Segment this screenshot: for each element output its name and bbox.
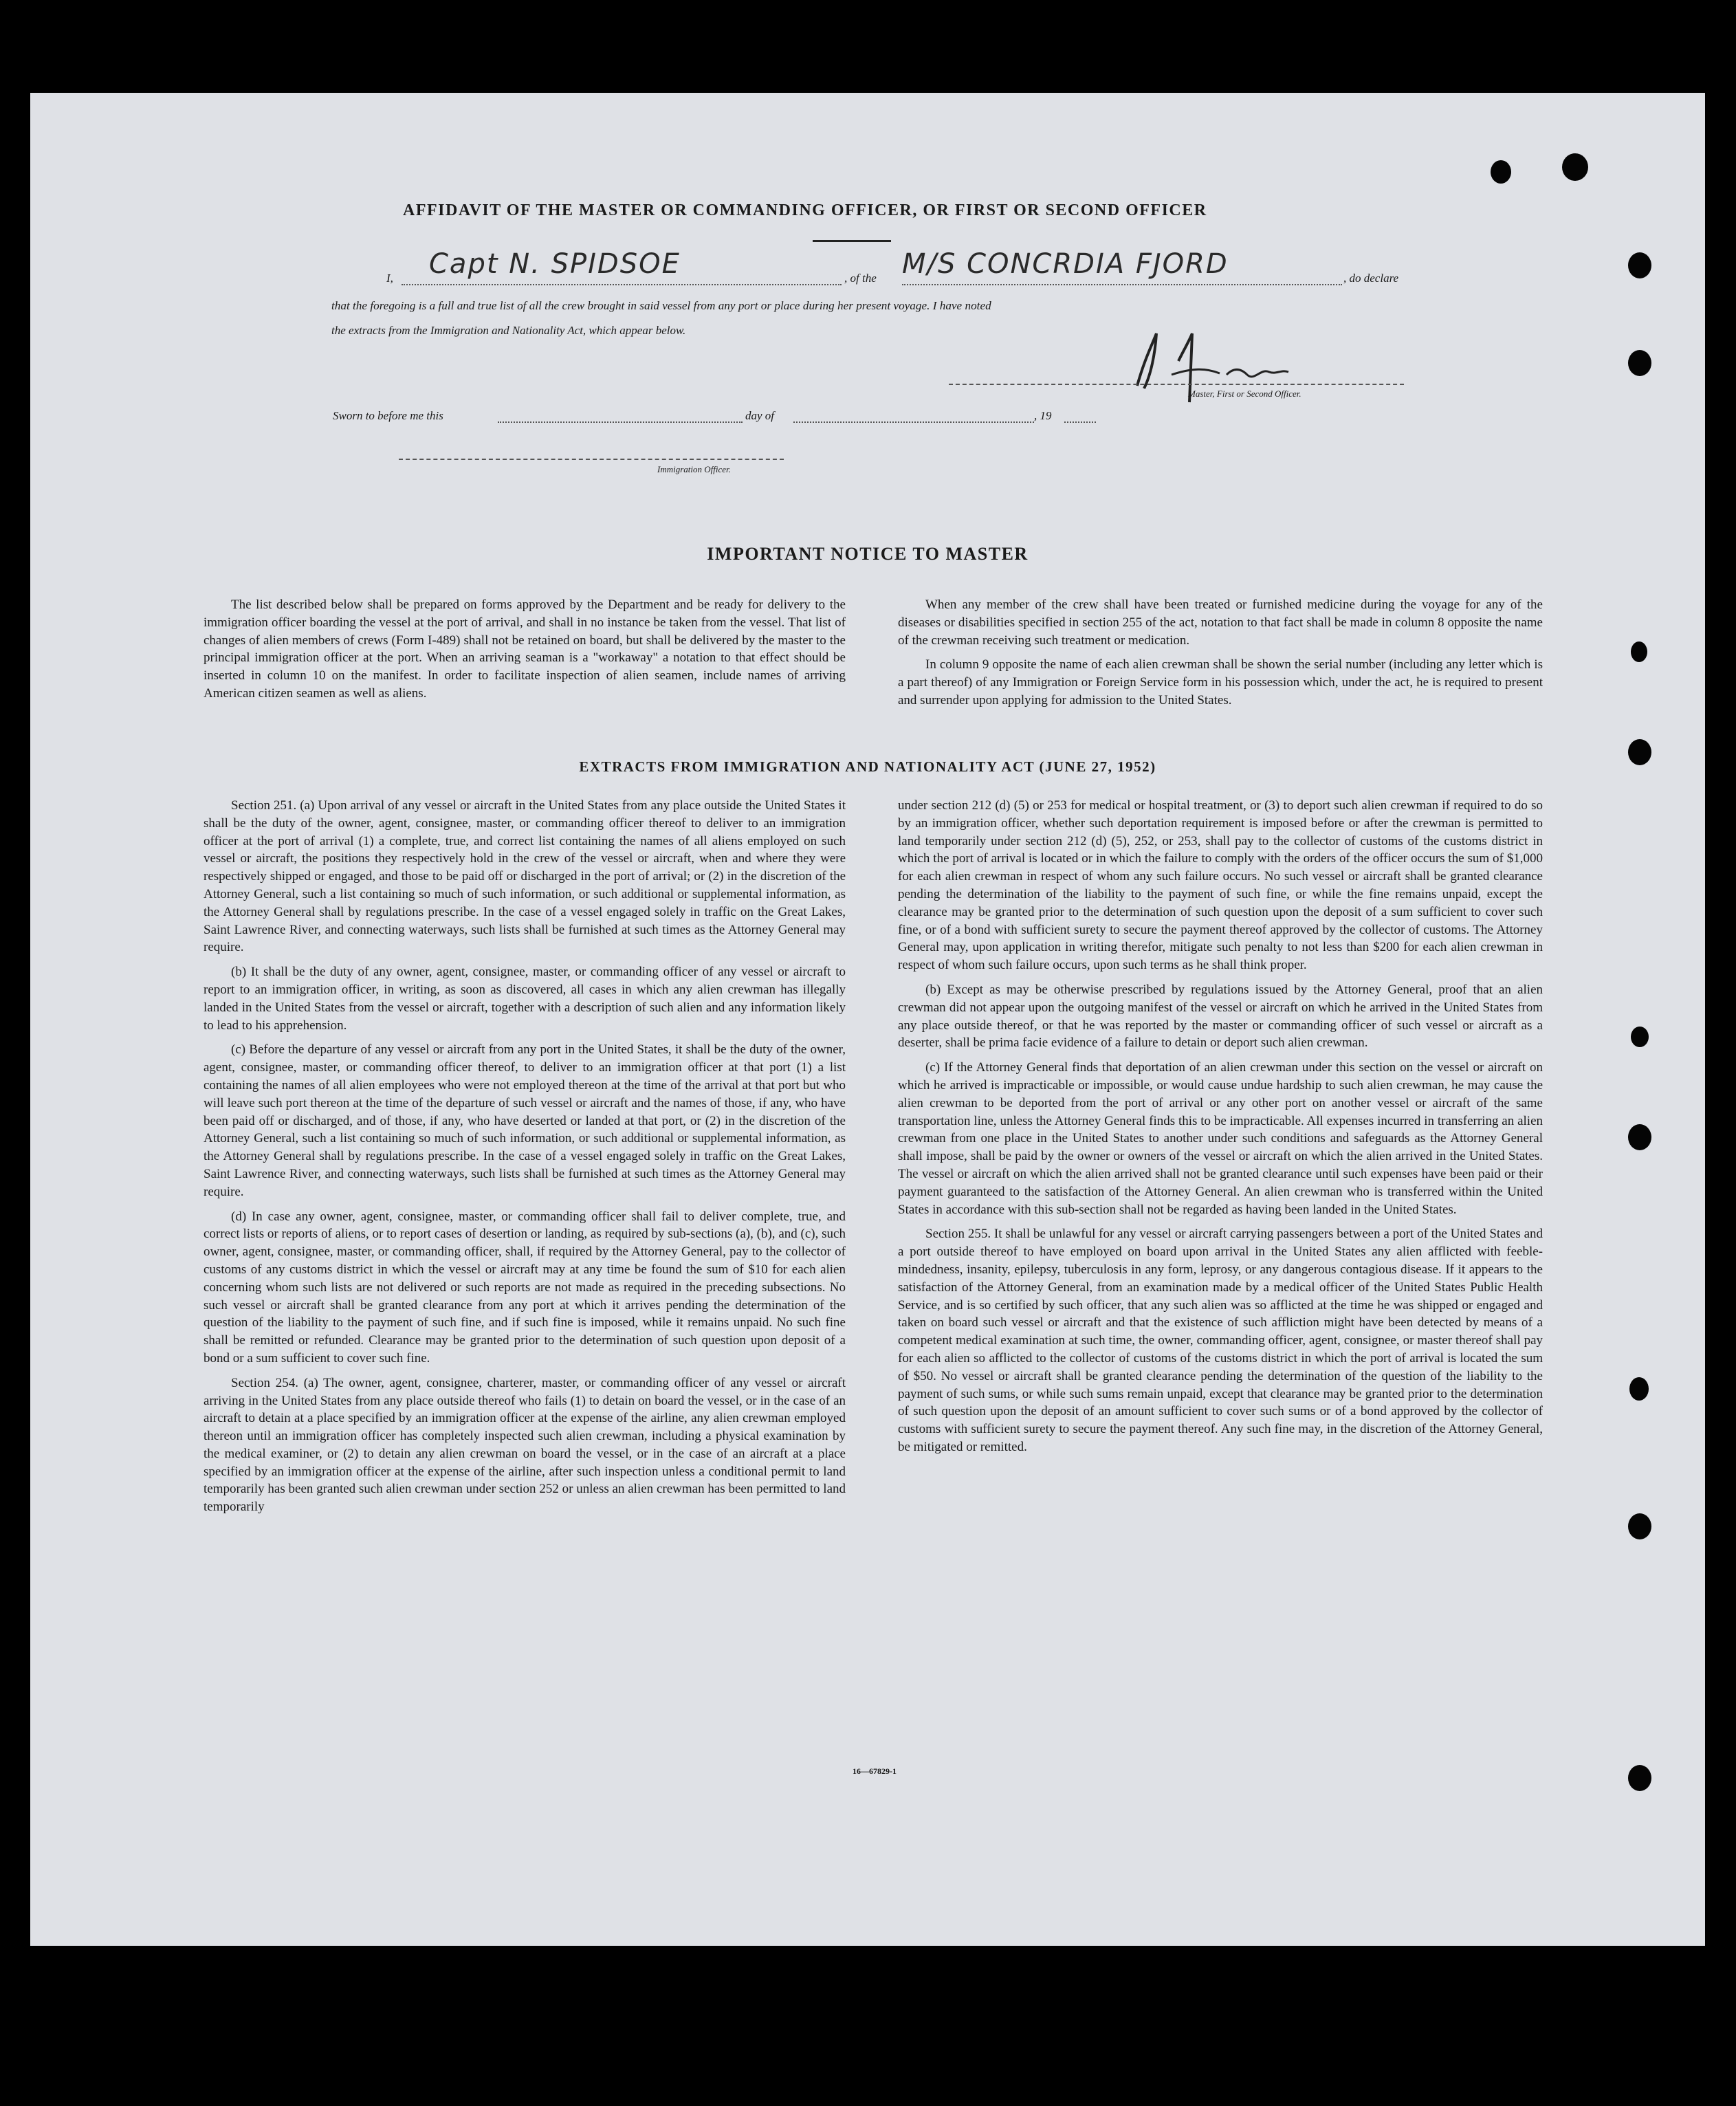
punch-hole bbox=[1631, 1027, 1649, 1047]
notice-right-paragraph-2: In column 9 opposite the name of each alien crewman shall be shown the serial number (including any letter which is a part thereof) of any Immigration or Foreign Service form in his possession which, under the act, he is required to present and surrender upon applying for admission to the United States. bbox=[898, 657, 1543, 708]
affidavit-of-the: , of the bbox=[844, 272, 877, 285]
notice-right-paragraph-1: When any member of the crew shall have been treated or furnished medicine during the voyage for any of the diseases or disabilities specified in section 255 of the act, notation to that fact shall be made in column 8 opposite the name of the crewman receiving such treatment or medication. bbox=[898, 597, 1543, 648]
immigration-officer-line bbox=[399, 459, 784, 460]
day-of-label: day of bbox=[745, 409, 775, 422]
sworn-label: Sworn to before me this bbox=[333, 409, 443, 422]
punch-hole bbox=[1628, 252, 1651, 278]
year-line bbox=[1064, 421, 1096, 423]
section-254-a: Section 254. (a) The owner, agent, consignee, charterer, master, or commanding officer of any vessel or aircraft arriving in the United States from any place outside thereof who fails (1) to detain on board the vessel, or in the case of an aircraft to detain at a place specified by an immigration officer at the expense of the airline, any alien crewman employed thereon until an immigration officer has completely inspected such alien crewman, including a physical examination by the medical examiner, or (2) to detain any alien crewman on board the vessel, or in the case of an aircraft at a place specified by an immigration officer at the expense of the airline, after such inspection unless a conditional permit to land temporarily has been granted such alien crewman under section 252 or unless an alien crewman has been permitted to land temporarily bbox=[204, 1375, 846, 1515]
sworn-date-line bbox=[498, 421, 743, 423]
punch-hole bbox=[1629, 1377, 1649, 1401]
affidavit-do-declare: , do declare bbox=[1343, 272, 1399, 285]
declaration-line-2: the extracts from the Immigration and Nationality Act, which appear below. bbox=[331, 324, 686, 337]
affidavit-title: AFFIDAVIT OF THE MASTER OR COMMANDING OFFICER, OR FIRST OR SECOND OFFICER bbox=[403, 201, 1207, 219]
signature-caption: Master, First or Second Officer. bbox=[1188, 388, 1301, 399]
punch-hole bbox=[1628, 350, 1651, 376]
affidavit-i: I, bbox=[386, 272, 393, 285]
pen-stroke bbox=[813, 240, 891, 242]
notice-title: IMPORTANT NOTICE TO MASTER bbox=[707, 544, 1029, 564]
notice-left-column bbox=[204, 596, 846, 710]
section-254-b: (b) Except as may be otherwise prescribed by regulations issued by the Attorney General, proof that an alien crewman did not appear upon the outgoing manifest of the vessel or aircraft on which he arrived in the United States from any place outside thereof, or that he was reported by the master or commanding officer of such vessel or aircraft as a deserter, shall be prima facie evidence of a failure to detain or deport such alien crewman. bbox=[898, 982, 1543, 1051]
notice-left-paragraph: The list described below shall be prepared on forms approved by the Department and be ready for delivery to the immigration officer boarding the vessel at the port of arrival, and shall in no instance be taken from the vessel. That list of changes of alien members of crews (Form I-489) shall not be retained on board, but shall be delivered by the master to the principal immigration officer at the port. When an arriving seaman is a "workaway" a notation to that effect should be inserted in column 10 on the manifest. In order to facilitate inspection of alien seamen, include names of arriving American citizen seamen as well as aliens. bbox=[204, 597, 846, 701]
extracts-right-column bbox=[898, 797, 1543, 1463]
name-line bbox=[402, 284, 842, 285]
declaration-line-1: that the foregoing is a full and true list of all the crew brought in said vessel from any port or place during her present voyage. I have noted bbox=[331, 299, 991, 312]
punch-hole bbox=[1628, 1124, 1651, 1150]
section-251-a: Section 251. (a) Upon arrival of any vessel or aircraft in the United States from any place outside the United States it shall be the duty of the owner, agent, consignee, master, or commanding officer thereof to deliver to an immigration officer at the port of arrival (1) a complete, true, and correct list containing the names of all aliens employed on such vessel or aircraft, the positions they respectively hold in the crew of the vessel or aircraft, when and where they were respectively shipped or engaged, and those to be paid off or discharged in the port of arrival; or (2) in the discretion of the Attorney General, such a list containing so much of such information, or such additional or supplemental information, as the Attorney General shall by regulations prescribe. In the case of a vessel engaged solely in traffic on the Great Lakes, Saint Lawrence River, and connecting waterways, such lists shall be furnished at such times as the Attorney General may require. bbox=[204, 798, 846, 955]
extracts-left-column bbox=[204, 797, 846, 1523]
master-signature bbox=[1123, 320, 1330, 416]
punch-hole bbox=[1628, 1513, 1651, 1539]
month-line bbox=[793, 421, 1034, 423]
section-251-b: (b) It shall be the duty of any owner, agent, consignee, master, or commanding officer of any vessel or aircraft to report to an immigration officer, in writing, as soon as discovered, all cases in which any alien crewman has illegally landed in the United States from the vessel or aircraft, together with a description of such alien and any information likely to lead to his apprehension. bbox=[204, 965, 846, 1033]
signature-line bbox=[949, 384, 1404, 385]
section-254-a-continued: under section 212 (d) (5) or 253 for medical or hospital treatment, or (3) to deport such alien crewman if required to do so by an immigration officer, whether such deportation requirement is imposed before or after the crewman is permitted to land temporarily under section 212 (d) (5), 252, or 253, shall pay to the collector of customs of the customs district in which the port of arrival is located or in which the failure to comply with the orders of the officer occurs the sum of $1,000 for each alien crewman in respect of whom any such failure occurs. No such vessel or aircraft shall be granted clearance pending the determination of the liability to the payment of such fine, or while the fine remains unpaid, except the clearance may be granted prior to the determination of such question upon the deposit of a sum sufficient to cover such fine, or of a bond with sufficient surety to secure the payment thereof approved by the collector of customs. The Attorney General may, upon application in writing therefor, mitigate such penalty to not less than $200 for each alien crewman in respect of whom such failure occurs, upon such terms as he shall think proper. bbox=[898, 798, 1543, 973]
section-251-c: (c) Before the departure of any vessel or aircraft from any port in the United States, it shall be the duty of the owner, agent, consignee, master, or commanding officer thereof, to deliver to an immigration officer at that port (1) a list containing the names of all alien employees who were not employed thereon at the time of the arrival at that port but who will leave such port thereon at the time of the departure of such vessel or aircraft and the names of those, if any, who have been paid off or discharged, and of those, if any, who have deserted or landed at that port, or (2) in the discretion of the Attorney General, such a list containing so much of such information, or such additional or supplemental information, as the Attorney General shall by regulations prescribe. In the case of a vessel engaged solely in traffic on the Great Lakes, Saint Lawrence River, and connecting waterways, such lists shall be furnished at such times as the Attorney General may require. bbox=[204, 1042, 846, 1199]
vessel-line bbox=[902, 284, 1342, 285]
section-251-d: (d) In case any owner, agent, consignee, master, or commanding officer shall fail to deliver complete, true, and correct lists or reports of aliens, or to report cases of desertion or landing, as required by sub-sections (a), (b), and (c), such owner, agent, consignee, master, or commanding officer, shall, if required by the Attorney General, pay to the collector of customs of any customs district in which the vessel or aircraft may at any time be found the sum of $10 for each alien concerning whom such lists are not delivered or such reports are not made as required in the preceding subsections. No such vessel or aircraft shall be granted clearance from any port at which it arrives pending the determination of the question of the liability to the payment of such fine, and if such fine is imposed, while it remains unpaid. No such fine shall be remitted or refunded. Clearance may be granted prior to the determination of such question upon deposit of a bond or a sum sufficient to cover such fine. bbox=[204, 1209, 846, 1365]
punch-hole bbox=[1562, 153, 1588, 181]
year-prefix: , 19 bbox=[1034, 409, 1052, 422]
document-page bbox=[30, 93, 1705, 1946]
punch-hole bbox=[1631, 641, 1647, 662]
punch-hole bbox=[1628, 1765, 1651, 1791]
extracts-title: EXTRACTS FROM IMMIGRATION AND NATIONALITY ACT (JUNE 27, 1952) bbox=[579, 758, 1156, 775]
form-number: 16—67829-1 bbox=[853, 1766, 897, 1776]
vessel-name-handwritten: M/S CONCRDIA FJORD bbox=[902, 248, 1229, 280]
punch-hole bbox=[1491, 160, 1511, 184]
master-name-handwritten: Capt N. SPIDSOE bbox=[429, 248, 681, 280]
section-254-c: (c) If the Attorney General finds that deportation of an alien crewman under this section on the vessel or aircraft on which he arrived is impracticable or impossible, or would cause undue hardship to such alien crewman, he may cause the alien crewman to be deported from the port of arrival or any other port on another vessel or aircraft of the same transportation line, unless the Attorney General finds this to be impracticable. All expenses incurred in transferring an alien crewman from one place in the United States to another under such conditions and safeguards as the Attorney General shall impose, shall be paid by the owner or owners of the vessel or aircraft on which the alien arrived in the United States. The vessel or aircraft on which the alien arrived shall not be granted clearance until such expenses have been paid or their payment guaranteed to the satisfaction of the Attorney General. An alien crewman who is transferred within the United States in accordance with this sub-section shall not be regarded as having been landed in the United States. bbox=[898, 1060, 1543, 1217]
immigration-officer-caption: Immigration Officer. bbox=[657, 464, 731, 474]
notice-right-column bbox=[898, 596, 1543, 716]
section-255: Section 255. It shall be unlawful for any vessel or aircraft carrying passengers between a port of the United States and a port outside thereof to have employed on board upon arrival in the United States any alien afflicted with feeble-mindedness, insanity, epilepsy, tuberculosis in any form, leprosy, or any dangerous contagious disease. If it appears to the satisfaction of the Attorney General, from an examination made by a medical officer of the United States Public Health Service, and is so certified by such officer, that any such alien was so afflicted at the time he was shipped or engaged and taken on board such vessel or aircraft and that the existence of such affliction might have been detected by means of a competent medical examination at such time, the owner, commanding officer, agent, consignee, or master thereof shall pay for each alien so afflicted to the collector of customs of the customs district in which the port of arrival is located the sum of $50. No vessel or aircraft shall be granted clearance pending the determination of the question of the liability to the payment of such sums, or while such sums remain unpaid, except that clearance may be granted prior to the determination of such question upon the deposit of an amount sufficient to cover such sums or of a bond approved by the collector of customs with sufficient surety to secure the payment thereof. Any such fine may, in the discretion of the Attorney General, be mitigated or remitted. bbox=[898, 1227, 1543, 1454]
